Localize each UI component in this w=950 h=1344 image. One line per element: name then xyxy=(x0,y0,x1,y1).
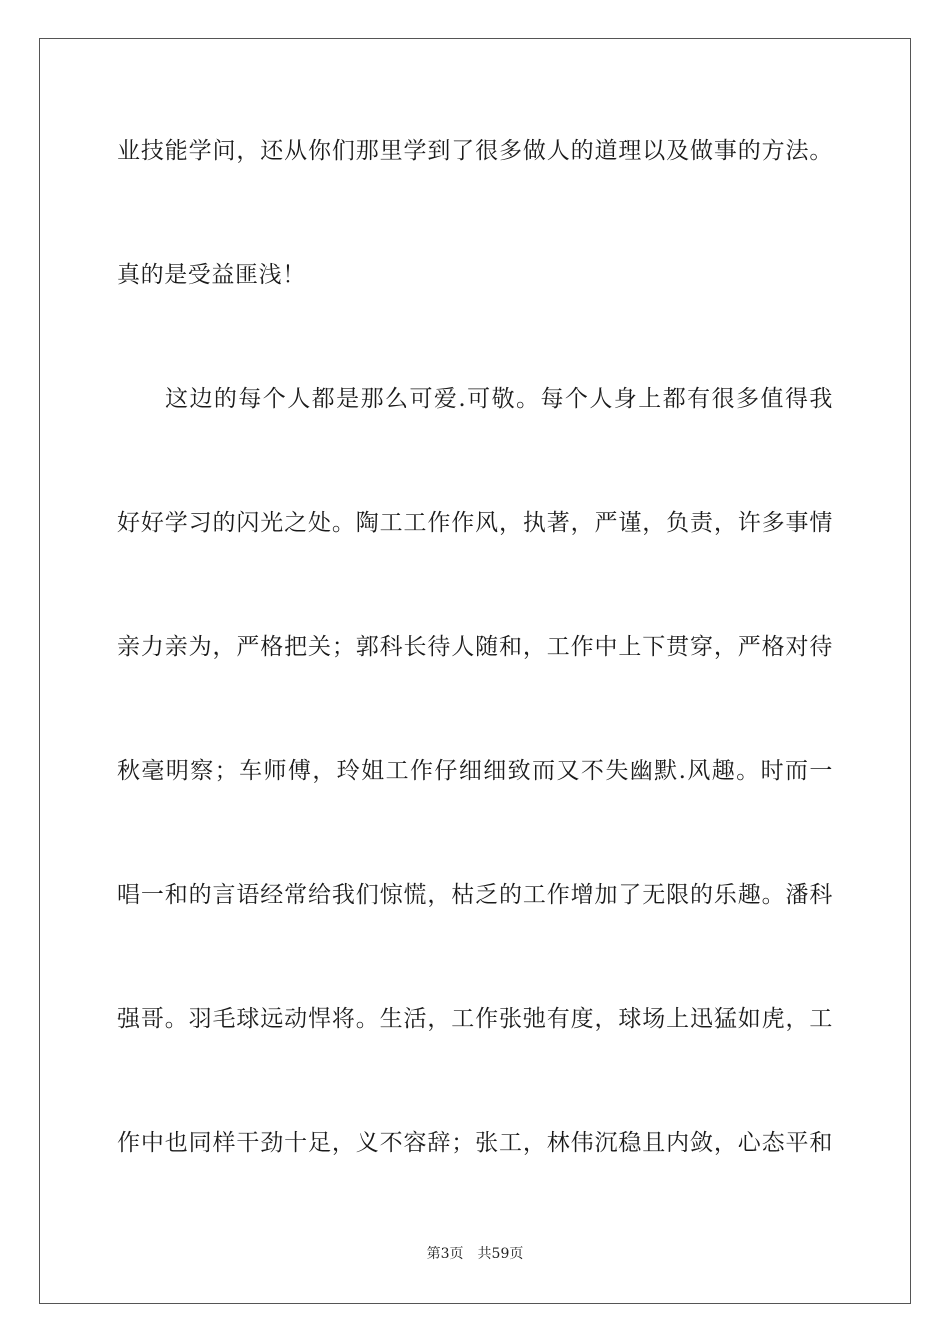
text-line-8: 强哥。羽毛球远动悍将。生活，工作张弛有度，球场上迅猛如虎，工 xyxy=(117,1006,833,1032)
page-footer xyxy=(0,1244,950,1264)
text-line-9: 作中也同样干劲十足，义不容辞；张工，林伟沉稳且内敛，心态平和 xyxy=(117,1130,833,1156)
text-line-7: 唱一和的言语经常给我们惊慌，枯乏的工作增加了无限的乐趣。潘科 xyxy=(117,882,833,908)
text-line-2: 真的是受益匪浅！ xyxy=(117,262,306,288)
page-frame xyxy=(39,38,911,1304)
text-line-5: 亲力亲为，严格把关；郭科长待人随和，工作中上下贯穿，严格对待 xyxy=(117,634,833,660)
page-number: 第3页 xyxy=(426,1246,464,1262)
text-line-6: 秋毫明察；车师傅，玲姐工作仔细细致而又不失幽默.风趣。时而一 xyxy=(117,758,833,784)
total-pages: 共59页 xyxy=(477,1246,524,1262)
text-line-4: 好好学习的闪光之处。陶工工作作风，执著，严谨，负责，许多事情 xyxy=(117,510,833,536)
text-line-1: 业技能学问，还从你们那里学到了很多做人的道理以及做事的方法。 xyxy=(117,138,833,164)
text-line-3: 这边的每个人都是那么可爱.可敬。每个人身上都有很多值得我 xyxy=(165,386,833,412)
